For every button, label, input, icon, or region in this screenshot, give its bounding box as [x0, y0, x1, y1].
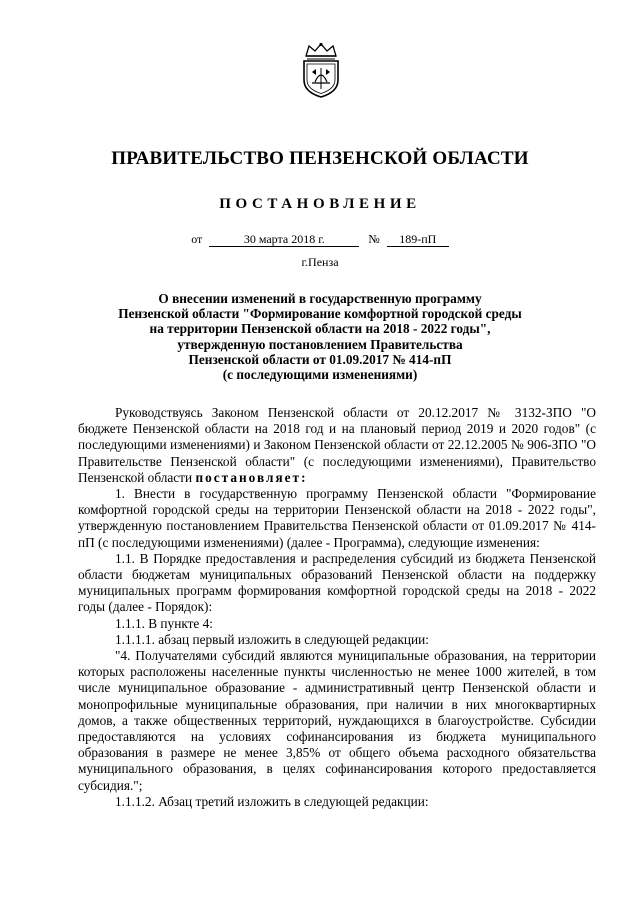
government-title: ПРАВИТЕЛЬСТВО ПЕНЗЕНСКОЙ ОБЛАСТИ [111, 148, 529, 169]
city-name: г.Пенза [301, 255, 339, 269]
paragraph-1-1-1: 1.1.1. В пункте 4: [115, 615, 213, 631]
subject-line: О внесении изменений в государственную программу [158, 291, 482, 306]
paragraph-1: 1. Внести в государственную программу Пензенской области "Формирование комфортной городской среды на территории Пензенской области на 2018 - 2022 годы", утвержденную постановлением Правительства Пензенской области от 01.09.2017 № 414-пП (с последующими изменениями) (далее - Программа), следующие изменения: [78, 486, 596, 550]
resolves-keyword: постановляет: [195, 469, 308, 485]
decree-subject [0, 291, 640, 382]
paragraph-1-1: 1.1. В Порядке предоставления и распределения субсидий из бюджета Пензенской области бюджетам муниципальных образований Пензенской области на поддержку муниципальных программ формирования комфортной городской среды на 2018 - 2022 годы (далее - Порядок): [78, 550, 596, 615]
decree-body [78, 405, 596, 810]
paragraph-1-1-1-2: 1.1.1.2. Абзац третий изложить в следующей редакции: [115, 793, 429, 809]
paragraph-1-1-1-1: 1.1.1.1. абзац первый изложить в следующей редакции: [115, 631, 429, 647]
coat-of-arms-emblem-icon [298, 42, 344, 98]
subject-line: (с последующими изменениями) [222, 367, 418, 383]
subject-line: на территории Пензенской области на 2018 - 2022 годы", [149, 321, 491, 337]
subject-line: Пензенской области от 01.09.2017 № 414-пП [188, 351, 452, 367]
preamble-text: Руководствуясь Законом Пензенской области от 20.12.2017 № 3132-ЗПО "О бюджете Пензенской области на 2018 год и на плановый период 2019 и 2020 годов" (с последующими изменениями) и Законом Пензенской области от 22.12.2005 № 906-ЗПО "О Правительстве Пензенской области" (с последующими изменениями), Правительство Пензенской области [78, 405, 596, 485]
decree-number: 189-пП [387, 233, 449, 247]
subject-line: утвержденную постановлением Правительства [177, 336, 463, 352]
quoted-paragraph-4: "4. Получателями субсидий являются муниципальные образования, на территории которых расположены населенные пункты численностью не менее 1000 жителей, в том числе муниципальное образование - административный центр Пензенской области и монопрофильные муниципальные образования, при наличии в них многоквартирных домов, а также общественных территорий, нуждающихся в благоустройстве. Субсидии предоставляются на условиях софинансирования из бюджета муниципального образования в размере не менее 3,85% от общего объема расходного обязательства муниципального образования, в целях софинансирования которого предоставляется субсидия."; [78, 648, 596, 793]
preamble-paragraph [78, 405, 596, 486]
decree-date: 30 марта 2018 г. [209, 233, 359, 247]
date-prefix: от [191, 232, 203, 246]
document-type-heading: ПОСТАНОВЛЕНИЕ [219, 196, 421, 212]
number-prefix: № [368, 232, 380, 246]
subject-line: Пензенской области "Формирование комфортной городской среды [118, 306, 522, 322]
date-number-line [0, 232, 640, 247]
